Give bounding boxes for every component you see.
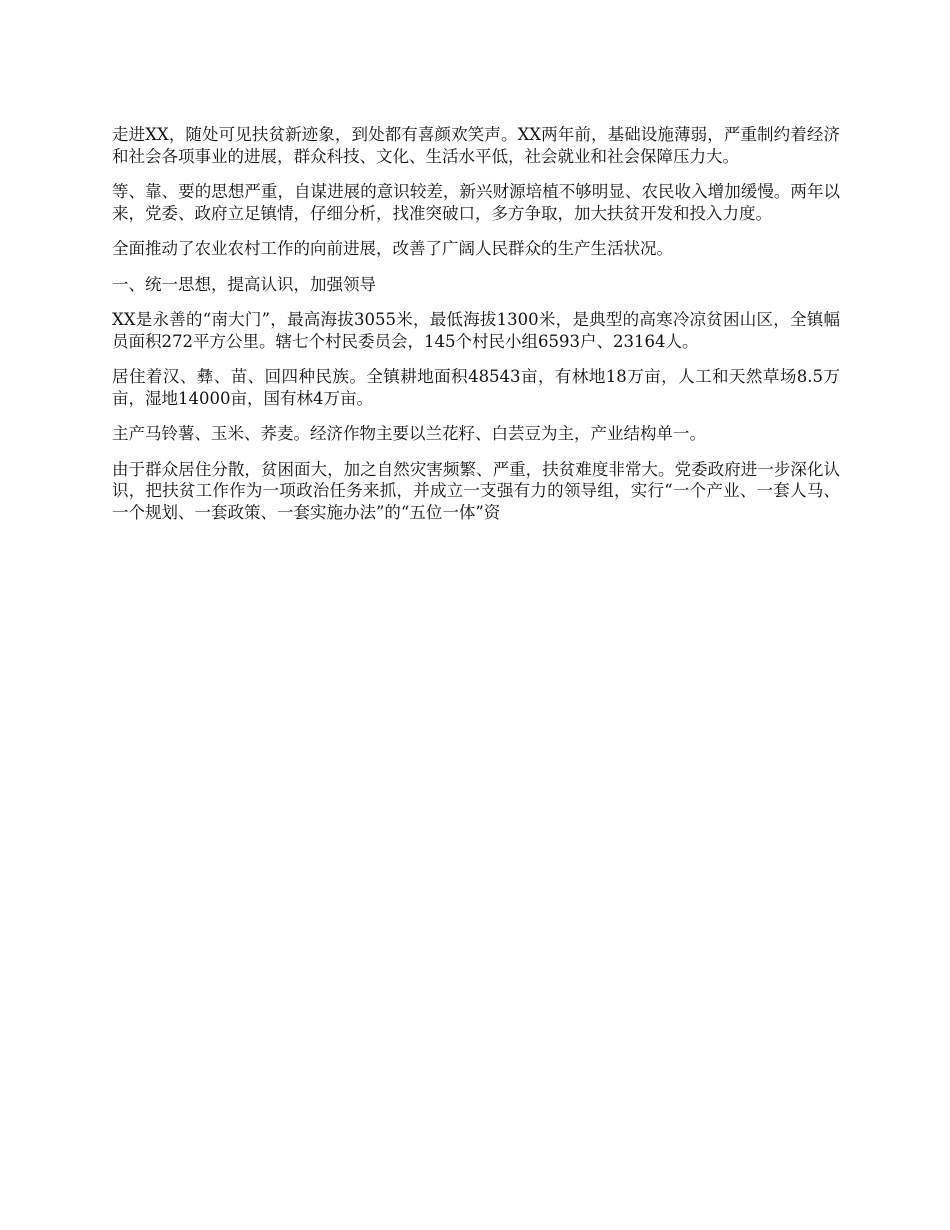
- section-heading: 一、统一思想，提高认识，加强领导: [112, 274, 376, 294]
- document-body: [112, 124, 840, 537]
- paragraph-2: 等、靠、要的思想严重，自谋进展的意识较差，新兴财源培植不够明显、农民收入增加缓慢。两年以来，党委、政府立足镇情，仔细分析，找准突破口，多方争取，加大扶贫开发和投入力度。: [112, 182, 840, 223]
- paragraph-6: 居住着汉、彝、苗、回四种民族。全镇耕地面积48543亩，有林地18万亩，人工和天然草场8.5万亩，湿地14000亩，国有林4万亩。: [112, 367, 840, 408]
- paragraph-3: 全面推动了农业农村工作的向前进展，改善了广阔人民群众的生产生活状况。: [112, 239, 673, 258]
- paragraph-1: 走进XX，随处可见扶贫新迹象，到处都有喜颜欢笑声。XX两年前，基础设施薄弱，严重制约着经济和社会各项事业的进展，群众科技、文化、生活水平低，社会就业和社会保障压力大。: [112, 125, 840, 166]
- paragraph-8: 由于群众居住分散，贫困面大，加之自然灾害频繁、严重，扶贫难度非常大。党委政府进一步深化认识，把扶贫工作作为一项政治任务来抓，并成立一支强有力的领导组，实行“一个产业、一套人马、一个规划、一套政策、一套实施办法”的“五位一体”资: [112, 459, 840, 522]
- paragraph-5: XX是永善的“南大门”，最高海拔3055米，最低海拔1300米，是典型的高寒冷凉贫困山区，全镇幅员面积272平方公里。辖七个村民委员会，145个村民小组6593户、23164人。: [112, 310, 840, 351]
- paragraph-7: 主产马铃薯、玉米、荞麦。经济作物主要以兰花籽、白芸豆为主，产业结构单一。: [112, 424, 706, 443]
